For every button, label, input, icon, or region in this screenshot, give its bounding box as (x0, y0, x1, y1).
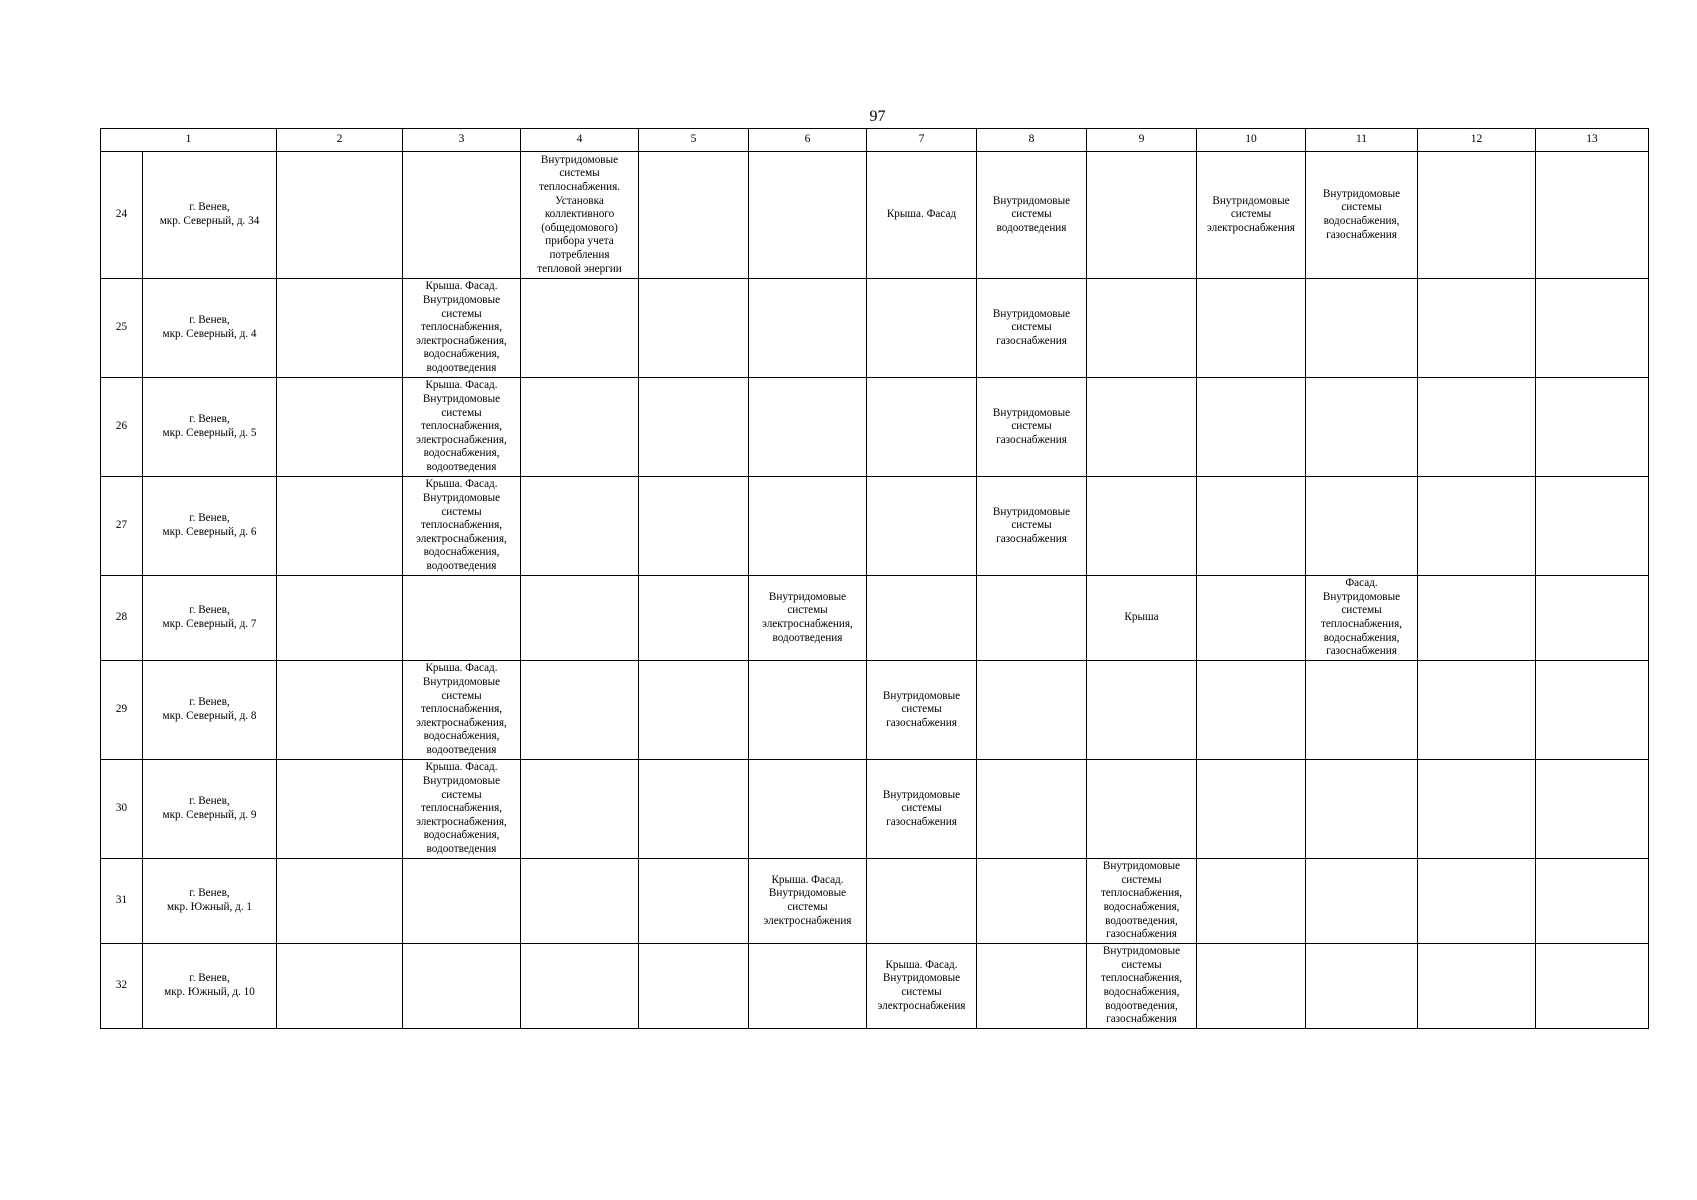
work-cell (1087, 152, 1197, 279)
work-cell (1197, 378, 1306, 477)
column-header: 6 (749, 129, 867, 152)
work-cell (1197, 760, 1306, 859)
work-cell (977, 576, 1087, 661)
work-cell (521, 859, 639, 944)
work-cell: Внутридомовые системы газоснабжения (867, 760, 977, 859)
work-cell (1418, 760, 1536, 859)
work-cell (521, 661, 639, 760)
work-cell (403, 152, 521, 279)
address-cell: г. Венев, мкр. Северный, д. 8 (143, 661, 277, 760)
table-row (101, 661, 1649, 760)
work-cell (403, 576, 521, 661)
column-header: 7 (867, 129, 977, 152)
work-cell (1418, 859, 1536, 944)
work-cell (867, 576, 977, 661)
work-cell (1418, 944, 1536, 1029)
work-cell (521, 279, 639, 378)
work-cell: Внутридомовые системы газоснабжения (977, 477, 1087, 576)
address-cell: г. Венев, мкр. Северный, д. 4 (143, 279, 277, 378)
work-cell (749, 760, 867, 859)
work-cell: Крыша. Фасад. Внутридомовые системы теплоснабжения, электроснабжения, водоснабжения, водоотведения (403, 378, 521, 477)
work-cell (1306, 661, 1418, 760)
table-row (101, 152, 1649, 279)
work-cell (1087, 661, 1197, 760)
work-cell (1536, 661, 1649, 760)
work-cell (1418, 477, 1536, 576)
work-cell (1418, 661, 1536, 760)
work-cell (1536, 760, 1649, 859)
work-cell: Внутридомовые системы газоснабжения (977, 279, 1087, 378)
work-cell: Крыша. Фасад. Внутридомовые системы теплоснабжения, электроснабжения, водоснабжения, водоотведения (403, 760, 521, 859)
work-cell: Внутридомовые системы водоотведения (977, 152, 1087, 279)
work-cell (977, 859, 1087, 944)
table-row (101, 279, 1649, 378)
work-cell (639, 378, 749, 477)
column-header: 5 (639, 129, 749, 152)
work-cell (867, 859, 977, 944)
table-row (101, 760, 1649, 859)
work-cell (867, 378, 977, 477)
column-header: 13 (1536, 129, 1649, 152)
table-row (101, 944, 1649, 1029)
work-cell (977, 944, 1087, 1029)
column-header: 12 (1418, 129, 1536, 152)
row-number: 24 (101, 152, 143, 279)
work-cell (749, 378, 867, 477)
work-cell (277, 661, 403, 760)
row-number: 28 (101, 576, 143, 661)
table-row (101, 859, 1649, 944)
work-cell (749, 279, 867, 378)
work-cell (1087, 279, 1197, 378)
work-cell (1536, 944, 1649, 1029)
address-cell: г. Венев, мкр. Северный, д. 7 (143, 576, 277, 661)
work-cell (1087, 760, 1197, 859)
work-cell (1197, 859, 1306, 944)
work-cell: Крыша. Фасад. Внутридомовые системы теплоснабжения, электроснабжения, водоснабжения, водоотведения (403, 279, 521, 378)
work-cell: Внутридомовые системы газоснабжения (867, 661, 977, 760)
page-number: 97 (869, 108, 886, 125)
address-cell: г. Венев, мкр. Южный, д. 10 (143, 944, 277, 1029)
work-cell (1418, 378, 1536, 477)
work-cell (639, 477, 749, 576)
column-header: 4 (521, 129, 639, 152)
work-cell (1536, 859, 1649, 944)
work-cell: Крыша. Фасад (867, 152, 977, 279)
address-cell: г. Венев, мкр. Северный, д. 6 (143, 477, 277, 576)
work-cell (639, 760, 749, 859)
work-cell (277, 859, 403, 944)
work-cell (977, 661, 1087, 760)
work-cell (277, 477, 403, 576)
work-cell (521, 576, 639, 661)
work-cell (639, 279, 749, 378)
table-row (101, 378, 1649, 477)
work-cell (1418, 576, 1536, 661)
work-cell (521, 378, 639, 477)
work-cell: Внутридомовые системы газоснабжения (977, 378, 1087, 477)
row-number: 26 (101, 378, 143, 477)
work-cell: Крыша. Фасад. Внутридомовые системы электроснабжения (749, 859, 867, 944)
column-number-row (101, 129, 1649, 152)
work-cell (277, 378, 403, 477)
work-cell (1197, 477, 1306, 576)
work-cell: Внутридомовые системы электроснабжения (1197, 152, 1306, 279)
work-cell (1536, 378, 1649, 477)
work-cell (1087, 378, 1197, 477)
work-cell (1536, 477, 1649, 576)
column-header: 9 (1087, 129, 1197, 152)
work-cell (521, 477, 639, 576)
work-cell (277, 576, 403, 661)
work-cell: Внутридомовые системы теплоснабжения, водоснабжения, водоотведения, газоснабжения (1087, 944, 1197, 1029)
work-cell (977, 760, 1087, 859)
work-cell (521, 944, 639, 1029)
work-cell (1306, 477, 1418, 576)
table-row (101, 576, 1649, 661)
work-cell (1536, 279, 1649, 378)
work-cell: Внутридомовые системы теплоснабжения. Установка коллективного (общедомового) прибора учета потребления тепловой энергии (521, 152, 639, 279)
work-cell (403, 944, 521, 1029)
column-header: 10 (1197, 129, 1306, 152)
work-cell (639, 576, 749, 661)
work-cell (277, 760, 403, 859)
column-header: 8 (977, 129, 1087, 152)
work-cell: Крыша. Фасад. Внутридомовые системы теплоснабжения, электроснабжения, водоснабжения, водоотведения (403, 661, 521, 760)
work-cell (1418, 279, 1536, 378)
work-cell: Крыша. Фасад. Внутридомовые системы электроснабжения (867, 944, 977, 1029)
column-header: 2 (277, 129, 403, 152)
work-cell (749, 661, 867, 760)
work-cell (277, 944, 403, 1029)
work-cell (1306, 279, 1418, 378)
repair-schedule-table (100, 128, 1649, 1029)
column-header: 1 (101, 129, 277, 152)
work-cell (867, 279, 977, 378)
work-cell (867, 477, 977, 576)
work-cell: Внутридомовые системы водоснабжения, газоснабжения (1306, 152, 1418, 279)
row-number: 29 (101, 661, 143, 760)
row-number: 32 (101, 944, 143, 1029)
work-cell: Крыша (1087, 576, 1197, 661)
row-number: 30 (101, 760, 143, 859)
work-cell (1306, 378, 1418, 477)
work-cell (639, 661, 749, 760)
work-cell: Фасад. Внутридомовые системы теплоснабжения, водоснабжения, газоснабжения (1306, 576, 1418, 661)
work-cell (639, 859, 749, 944)
table-row (101, 477, 1649, 576)
address-cell: г. Венев, мкр. Южный, д. 1 (143, 859, 277, 944)
column-header: 11 (1306, 129, 1418, 152)
work-cell (1306, 944, 1418, 1029)
work-cell: Внутридомовые системы электроснабжения, водоотведения (749, 576, 867, 661)
work-cell (1306, 859, 1418, 944)
work-cell (639, 152, 749, 279)
work-cell (749, 944, 867, 1029)
row-number: 25 (101, 279, 143, 378)
work-cell (749, 152, 867, 279)
work-cell (1536, 152, 1649, 279)
row-number: 31 (101, 859, 143, 944)
work-cell (1197, 661, 1306, 760)
address-cell: г. Венев, мкр. Северный, д. 5 (143, 378, 277, 477)
row-number: 27 (101, 477, 143, 576)
work-cell (277, 152, 403, 279)
work-cell (403, 859, 521, 944)
work-cell (277, 279, 403, 378)
work-cell (1306, 760, 1418, 859)
work-cell (639, 944, 749, 1029)
work-cell: Внутридомовые системы теплоснабжения, водоснабжения, водоотведения, газоснабжения (1087, 859, 1197, 944)
work-cell: Крыша. Фасад. Внутридомовые системы теплоснабжения, электроснабжения, водоснабжения, водоотведения (403, 477, 521, 576)
work-cell (1536, 576, 1649, 661)
work-cell (1197, 944, 1306, 1029)
work-cell (1087, 477, 1197, 576)
work-cell (1418, 152, 1536, 279)
address-cell: г. Венев, мкр. Северный, д. 34 (143, 152, 277, 279)
work-cell (1197, 279, 1306, 378)
work-cell (749, 477, 867, 576)
work-cell (521, 760, 639, 859)
address-cell: г. Венев, мкр. Северный, д. 9 (143, 760, 277, 859)
column-header: 3 (403, 129, 521, 152)
work-cell (1197, 576, 1306, 661)
